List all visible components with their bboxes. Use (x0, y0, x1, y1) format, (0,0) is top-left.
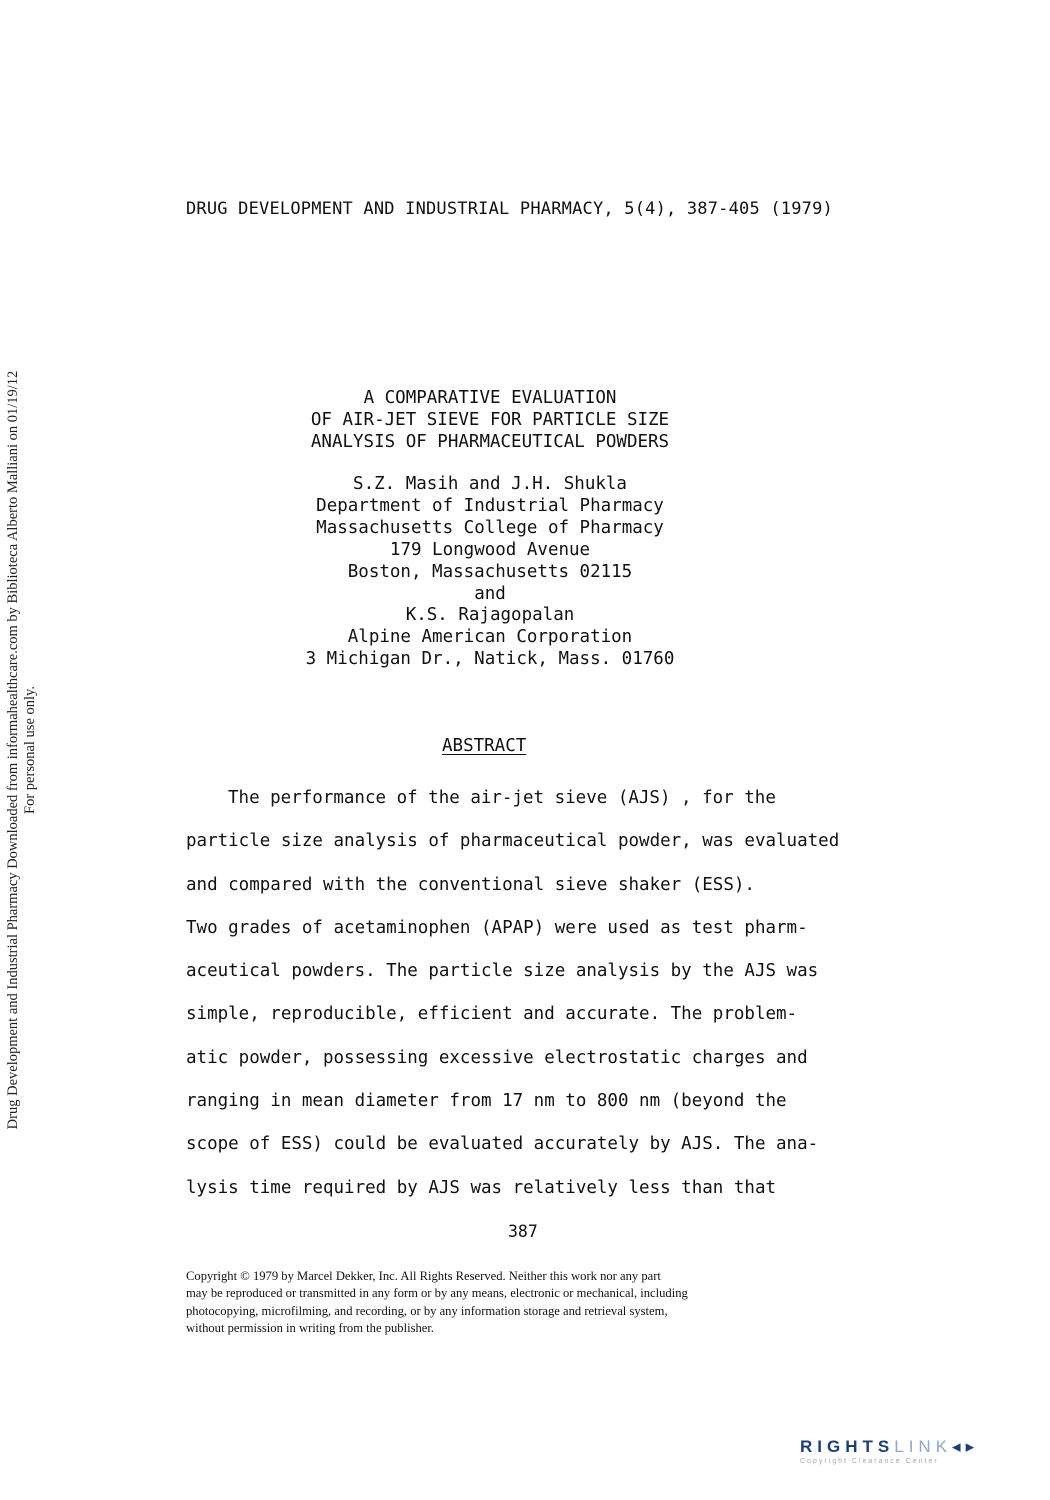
rightslink-subtitle: Copyright Clearance Center (800, 1458, 939, 1465)
rightslink-logo[interactable] (800, 1437, 1030, 1473)
author-line: K.S. Rajagopalan (405, 605, 575, 626)
rightslink-arrow-icon: ◂▸ (952, 1437, 980, 1456)
author-line: Alpine American Corporation (347, 627, 633, 648)
download-watermark (5, 310, 45, 1190)
author-affiliations (270, 474, 710, 671)
author-line: 3 Michigan Dr., Natick, Mass. 01760 (305, 649, 675, 670)
abstract-body (186, 777, 886, 1210)
abstract-line: atic powder, possessing excessive electrostatic charges and (186, 1047, 808, 1068)
download-watermark-line-1: Drug Development and Industrial Pharmacy Downloaded from informahealthcare.com by Biblioteca Alberto Malliani on 01/19/12 (5, 370, 21, 1130)
abstract-line: Two grades of acetaminophen (APAP) were used as test pharm- (186, 917, 808, 938)
copyright-line: photocopying, microfilming, and recording, or by any information storage and retrieval system, (186, 1303, 668, 1318)
author-line: S.Z. Masih and J.H. Shukla (353, 474, 627, 494)
author-line: Massachusetts College of Pharmacy (316, 517, 664, 538)
abstract-line: simple, reproducible, efficient and accurate. The problem- (186, 1004, 798, 1025)
abstract-heading: ABSTRACT (442, 736, 527, 756)
rightslink-rights-text: RIGHTS (800, 1437, 895, 1456)
rightslink-wordmark (800, 1437, 1030, 1457)
rightslink-link-text: LINK (894, 1437, 953, 1456)
abstract-line: particle size analysis of pharmaceutical powder, was evaluated (186, 831, 840, 852)
copyright-line: may be reproduced or transmitted in any form or by any means, electronic or mechanical, including (186, 1286, 688, 1301)
abstract-line: aceutical powders. The particle size analysis by the AJS was (186, 961, 819, 982)
journal-header: DRUG DEVELOPMENT AND INDUSTRIAL PHARMACY, 5(4), 387-405 (1979) (186, 199, 833, 219)
author-line: and (474, 583, 506, 604)
page-number: 387 (508, 1222, 538, 1241)
abstract-line: The performance of the air-jet sieve (AJS) , for the (228, 788, 776, 808)
author-line: Boston, Massachusetts 02115 (347, 561, 633, 582)
copyright-line: Copyright © 1979 by Marcel Dekker, Inc. All Rights Reserved. Neither this work nor any part (186, 1269, 661, 1283)
abstract-line: lysis time required by AJS was relatively less than that (186, 1177, 777, 1198)
copyright-notice (186, 1268, 886, 1337)
download-watermark-line-2: For personal use only. (22, 686, 38, 814)
copyright-line: without permission in writing from the publisher. (186, 1320, 435, 1335)
abstract-line: scope of ESS) could be evaluated accurately by AJS. The ana- (186, 1134, 819, 1155)
abstract-line: and compared with the conventional sieve shaker (ESS). (186, 874, 755, 895)
abstract-line: ranging in mean diameter from 17 nm to 800 nm (beyond the (186, 1091, 787, 1112)
title-line: A COMPARATIVE EVALUATION (363, 388, 617, 408)
title-line: OF AIR-JET SIEVE FOR PARTICLE SIZE (310, 410, 670, 430)
author-line: 179 Longwood Avenue (389, 539, 591, 560)
article-title (270, 387, 710, 453)
author-line: Department of Industrial Pharmacy (316, 495, 664, 516)
title-line: ANALYSIS OF PHARMACEUTICAL POWDERS (310, 432, 670, 452)
